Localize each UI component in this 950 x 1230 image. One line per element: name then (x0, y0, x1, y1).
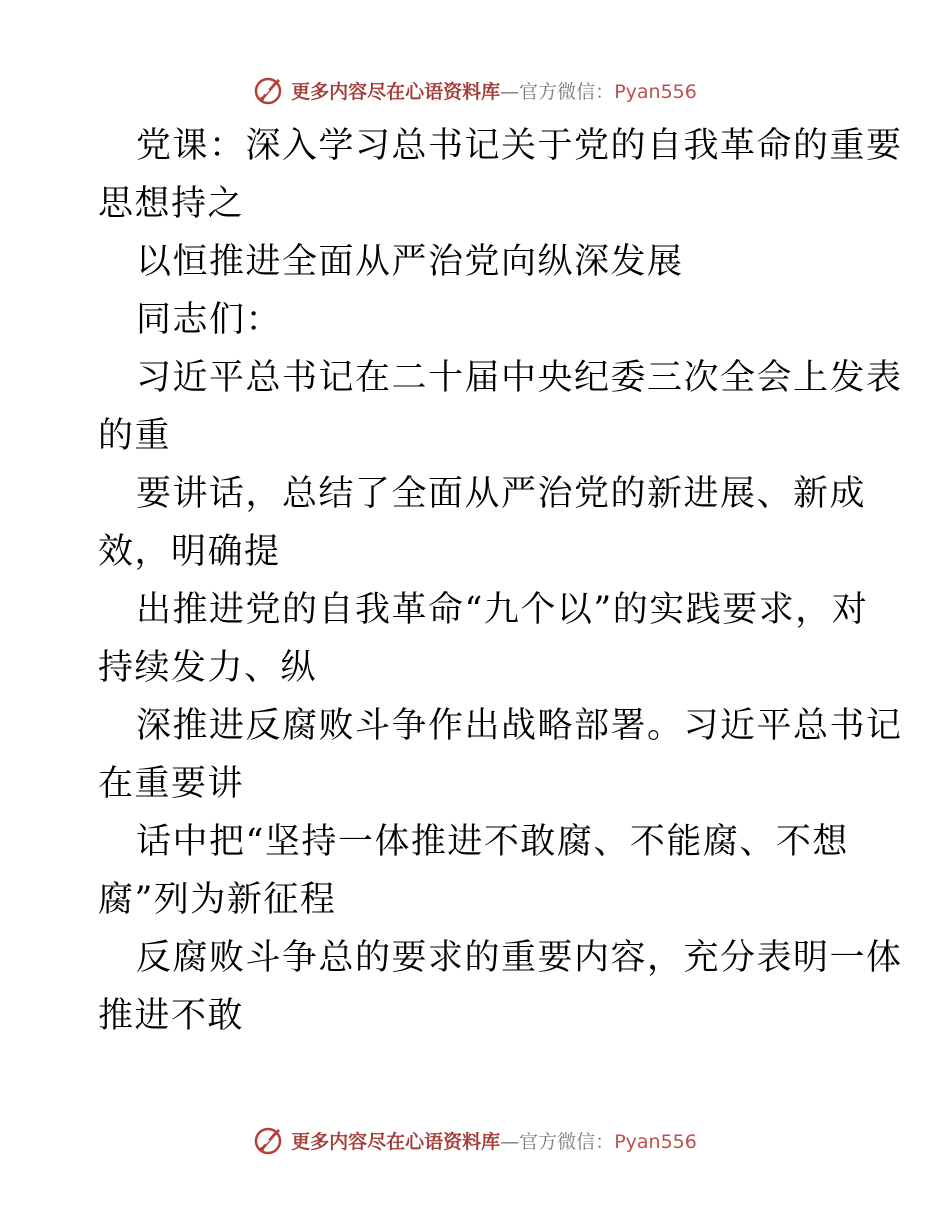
watermark-wechat-label: 官方微信： (519, 80, 615, 103)
watermark-dash: — (500, 1130, 520, 1153)
header-watermark (0, 70, 950, 110)
text-line: 思想持之 (98, 184, 245, 224)
text-line: 推进不敢 (98, 996, 245, 1036)
watermark-wechat-label: 官方微信： (519, 1130, 615, 1153)
watermark-brand: 更多内容尽在心语资料库 (291, 80, 501, 103)
watermark-group (253, 74, 697, 106)
text-line: 出推进党的自我革命“九个以”的实践要求，对 (136, 590, 869, 630)
text-line: 深推进反腐败斗争作出战略部署。习近平总书记 (136, 706, 903, 746)
watermark-text (291, 77, 697, 104)
text-line: 以恒推进全面从严治党向纵深发展 (136, 242, 684, 282)
text-line: 持续发力、纵 (98, 648, 318, 688)
text-line: 习近平总书记在二十届中央纪委三次全会上发表 (136, 358, 903, 398)
text-line: 腐”列为新征程 (98, 880, 337, 920)
watermark-brand: 更多内容尽在心语资料库 (291, 1130, 501, 1153)
footer-watermark (0, 1120, 950, 1160)
watermark-wechat-id: Pyan556 (614, 1130, 697, 1153)
document-body (98, 117, 903, 1045)
text-line: 要讲话，总结了全面从严治党的新进展、新成 (136, 474, 867, 514)
text-line: 效，明确提 (98, 532, 281, 572)
watermark-wechat-id: Pyan556 (614, 80, 697, 103)
pen-nib-circle-icon (253, 1124, 285, 1156)
text-line: 同志们： (136, 300, 283, 340)
pen-nib-circle-icon (253, 74, 285, 106)
watermark-text (291, 1127, 697, 1154)
text-line: 话中把“坚持一体推进不敢腐、不能腐、不想 (136, 822, 849, 862)
text-line: 的重 (98, 416, 172, 456)
text-line: 反腐败斗争总的要求的重要内容，充分表明一体 (136, 938, 903, 978)
text-line: 在重要讲 (98, 764, 245, 804)
watermark-dash: — (500, 80, 520, 103)
watermark-group (253, 1124, 697, 1156)
text-line: 党课：深入学习总书记关于党的自我革命的重要 (136, 126, 903, 166)
